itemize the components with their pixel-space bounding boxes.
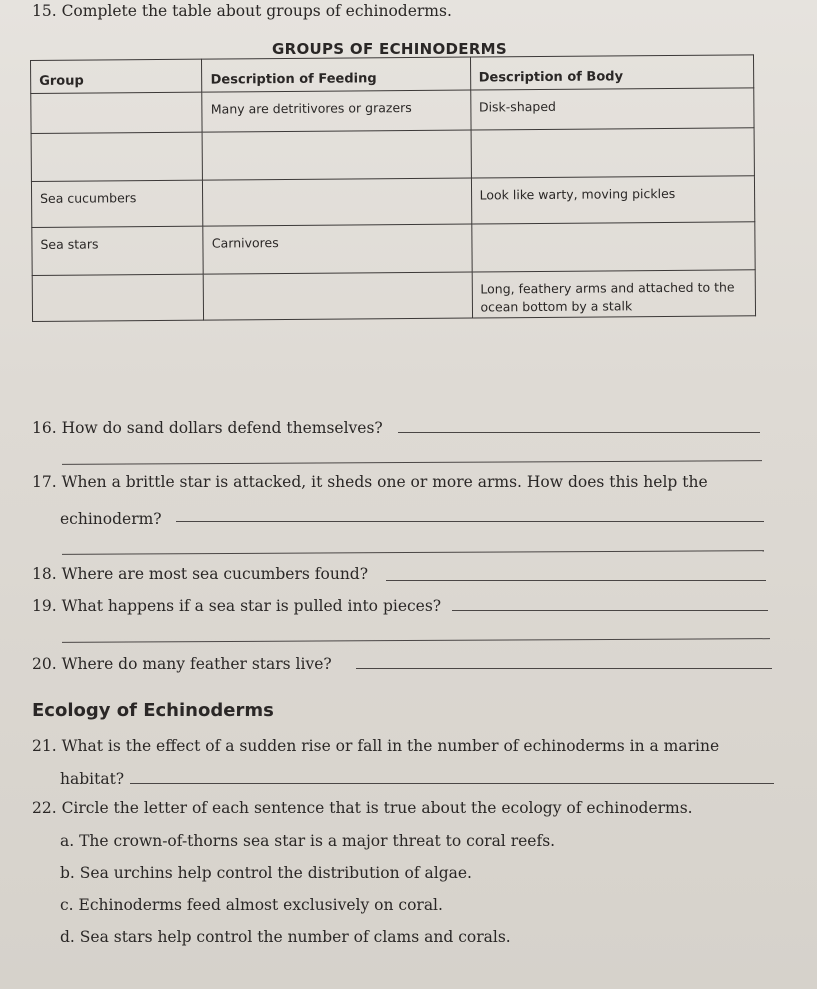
question-15: 15. Complete the table about groups of echinoderms. <box>32 2 452 20</box>
echinoderm-groups-table <box>30 54 756 322</box>
table-cell: Sea cucumbers <box>31 180 203 227</box>
question-17-continued: echinoderm? <box>60 510 162 528</box>
option-b[interactable]: b. Sea urchins help control the distribution of algae. <box>60 864 472 882</box>
header-feeding: Description of Feeding <box>202 57 470 92</box>
table-cell: Carnivores <box>203 224 471 274</box>
table-cell: Long, feathery arms and attached to the ocean bottom by a stalk <box>472 270 756 318</box>
table-title: GROUPS OF ECHINODERMS <box>272 40 508 58</box>
answer-line-18[interactable] <box>386 580 766 581</box>
table-row <box>31 128 754 182</box>
table-cell[interactable] <box>204 272 472 320</box>
answer-line-17b[interactable] <box>62 550 764 555</box>
question-17: 17. When a brittle star is attacked, it sheds one or more arms. How does this help the <box>32 473 708 491</box>
table-cell[interactable] <box>471 128 755 178</box>
header-body: Description of Body <box>470 55 754 90</box>
table-cell[interactable] <box>32 274 204 321</box>
table-header-row <box>31 55 754 94</box>
answer-line-19b[interactable] <box>62 638 770 643</box>
table-cell: Sea stars <box>32 226 204 275</box>
section-heading-ecology: Ecology of Echinoderms <box>32 700 274 721</box>
table-cell: Many are detritivores or grazers <box>202 90 470 132</box>
table-cell: Look like warty, moving pickles <box>471 176 755 224</box>
table-cell[interactable] <box>203 130 471 180</box>
table-row <box>31 176 754 228</box>
answer-line-17[interactable] <box>176 521 764 522</box>
question-22: 22. Circle the letter of each sentence that is true about the ecology of echinoderms. <box>32 799 693 817</box>
answer-line-16b[interactable] <box>62 460 762 465</box>
option-a[interactable]: a. The crown-of-thorns sea star is a major threat to coral reefs. <box>60 832 556 850</box>
question-20: 20. Where do many feather stars live? <box>32 655 332 673</box>
table-row <box>31 88 754 134</box>
table-cell[interactable] <box>31 132 203 181</box>
answer-line-20[interactable] <box>356 668 772 669</box>
question-16: 16. How do sand dollars defend themselves? <box>32 419 383 437</box>
table-cell: Disk-shaped <box>470 88 754 130</box>
table-cell[interactable] <box>203 178 471 226</box>
answer-line-19[interactable] <box>452 610 768 611</box>
option-c[interactable]: c. Echinoderms feed almost exclusively on coral. <box>60 896 443 914</box>
question-21-continued: habitat? <box>60 770 125 788</box>
question-19: 19. What happens if a sea star is pulled into pieces? <box>32 597 442 615</box>
table-row <box>32 270 755 322</box>
question-21: 21. What is the effect of a sudden rise or fall in the number of echinoderms in a marine <box>32 737 720 755</box>
option-d[interactable]: d. Sea stars help control the number of clams and corals. <box>60 928 511 946</box>
question-18: 18. Where are most sea cucumbers found? <box>32 565 369 583</box>
header-group: Group <box>31 59 203 94</box>
answer-line-21[interactable] <box>130 783 774 784</box>
table-cell[interactable] <box>31 92 203 133</box>
table-cell[interactable] <box>471 222 755 272</box>
answer-line-16[interactable] <box>398 432 760 433</box>
table-row <box>32 222 755 276</box>
